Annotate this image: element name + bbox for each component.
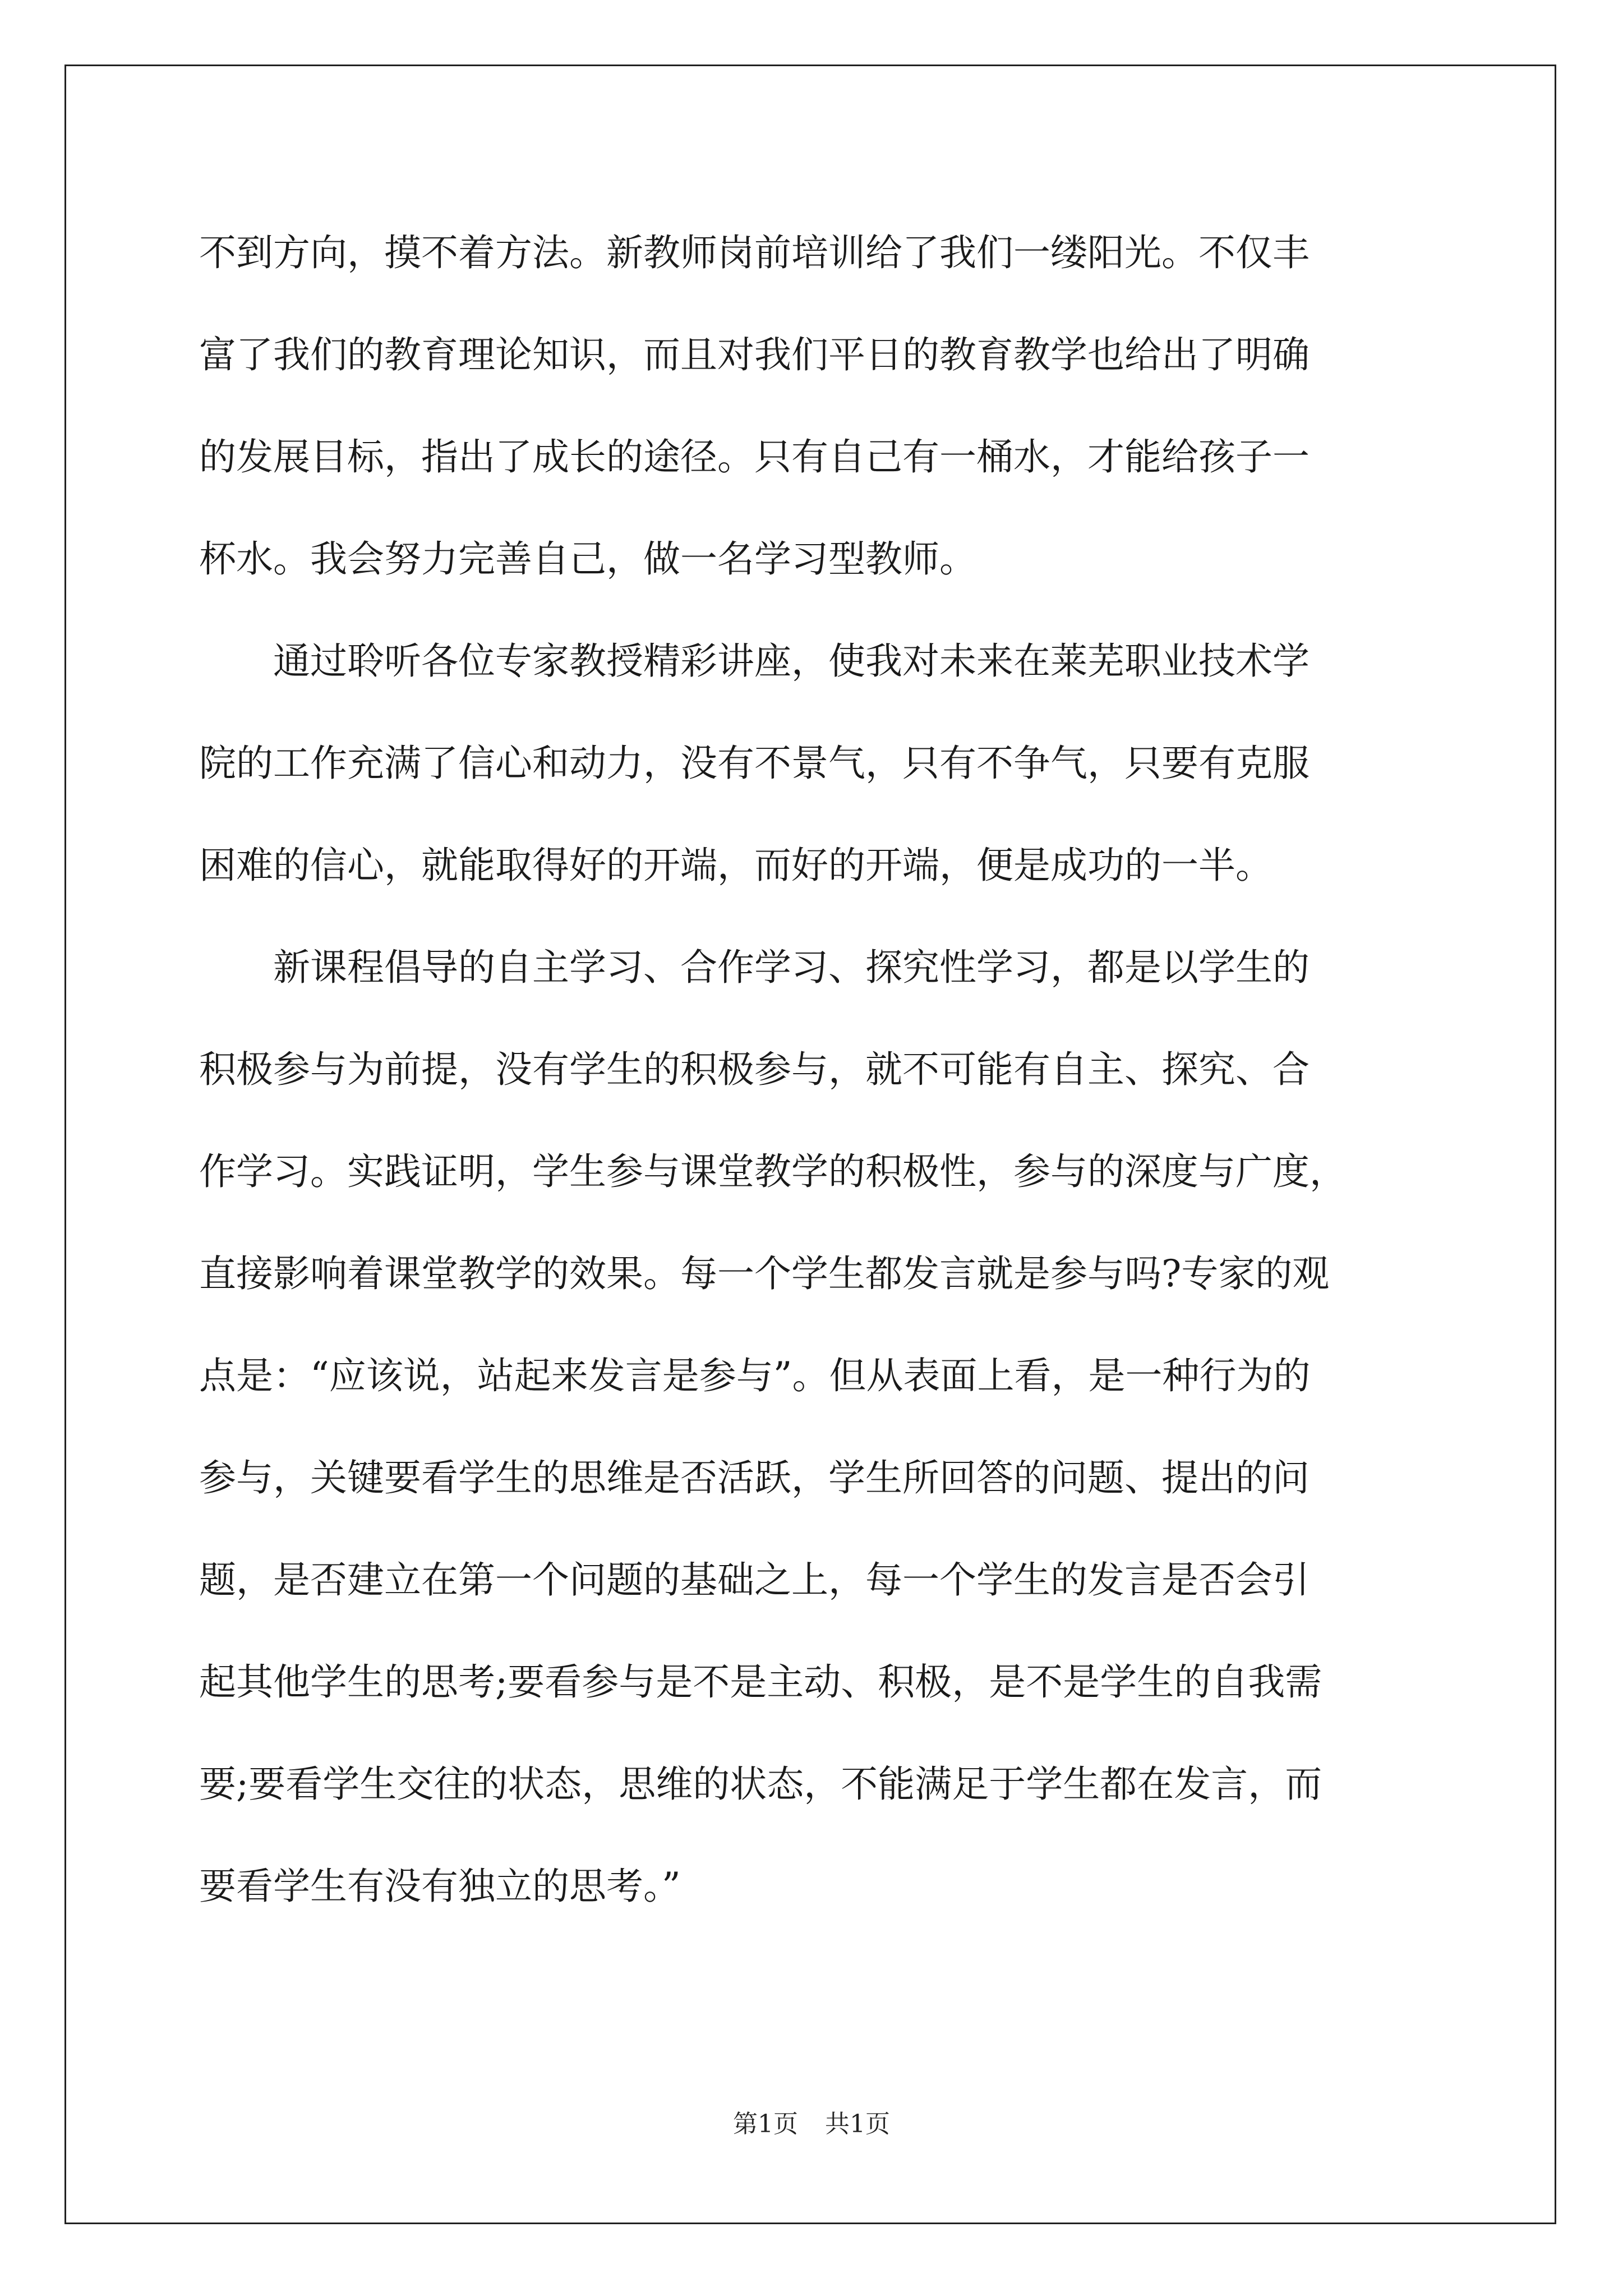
text-line: 起其他学生的思考;要看参与是不是主动、积极，是不是学生的自我需 (199, 1660, 1322, 1704)
text-line: 作学习。实践证明，学生参与课堂教学的积极性，参与的深度与广度， (199, 1150, 1347, 1193)
text-line: 困难的信心，就能取得好的开端，而好的开端，便是成功的一半。 (199, 844, 1272, 887)
page-total: 共1页 (825, 2110, 890, 2138)
text-line: 参与，关键要看学生的思维是否活跃，学生所回答的问题、提出的问 (199, 1456, 1310, 1499)
text-line: 院的工作充满了信心和动力，没有不景气，只有不争气，只要有克服 (199, 742, 1310, 785)
page-number: 第1页 (733, 2110, 798, 2138)
body-text (199, 202, 1433, 1938)
text-line: 富了我们的教育理论知识，而且对我们平日的教育教学也给出了明确 (199, 333, 1310, 376)
text-line: 要看学生有没有独立的思考。” (199, 1865, 681, 1908)
text-line: 要;要看学生交往的状态，思维的状态，不能满足于学生都在发言，而 (199, 1763, 1322, 1806)
text-line: 积极参与为前提，没有学生的积极参与，就不可能有自主、探究、合 (199, 1048, 1310, 1091)
text-line: 题，是否建立在第一个问题的基础之上，每一个学生的发言是否会引 (199, 1558, 1310, 1602)
text-line: 直接影响着课堂教学的效果。每一个学生都发言就是参与吗?专家的观 (199, 1252, 1330, 1295)
text-line: 的发展目标，指出了成长的途径。只有自己有一桶水，才能给孩子一 (199, 435, 1310, 478)
page-footer (0, 2104, 1623, 2139)
text-line: 杯水。我会努力完善自己，做一名学习型教师。 (199, 537, 976, 581)
paragraph-start-line: 新课程倡导的自主学习、合作学习、探究性学习，都是以学生的 (273, 946, 1310, 989)
paragraph-start-line: 通过聆听各位专家教授精彩讲座，使我对未来在莱芜职业技术学 (273, 639, 1310, 683)
text-line: 不到方向，摸不着方法。新教师岗前培训给了我们一缕阳光。不仅丰 (199, 231, 1310, 274)
text-line: 点是：“应该说，站起来发言是参与”。但从表面上看，是一种行为的 (199, 1354, 1311, 1397)
